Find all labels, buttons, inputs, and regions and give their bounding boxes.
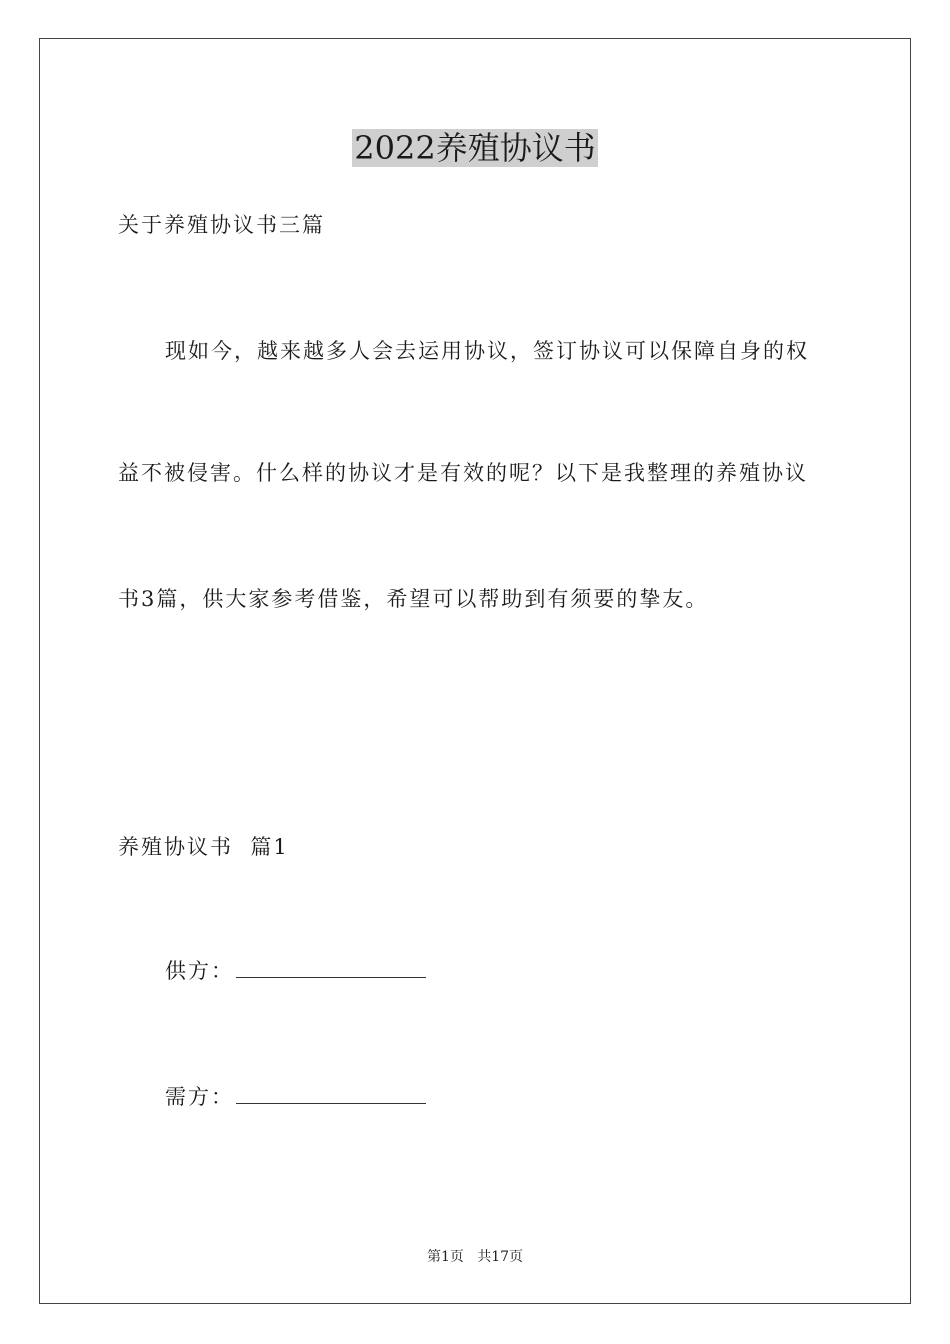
document-title <box>0 128 950 168</box>
section-heading: 养殖协议书 篇1 <box>118 835 289 859</box>
intro-line-3: 书3篇，供大家参考借鉴，希望可以帮助到有须要的挚友。 <box>118 587 709 611</box>
supplier-label: 供方： <box>165 959 234 983</box>
supplier-blank-line[interactable] <box>236 959 426 978</box>
supplier-field <box>165 957 426 985</box>
buyer-blank-line[interactable] <box>236 1085 426 1104</box>
intro-line-2: 益不被侵害。什么样的协议才是有效的呢？以下是我整理的养殖协议 <box>118 461 808 485</box>
page-footer: 第1页 共17页 <box>426 1249 524 1265</box>
intro-line-1: 现如今，越来越多人会去运用协议，签订协议可以保障自身的权 <box>165 339 809 363</box>
document-title-text: 2022养殖协议书 <box>354 129 596 167</box>
buyer-label: 需方： <box>165 1085 234 1109</box>
document-subtitle: 关于养殖协议书三篇 <box>118 213 325 237</box>
buyer-field <box>165 1083 426 1111</box>
